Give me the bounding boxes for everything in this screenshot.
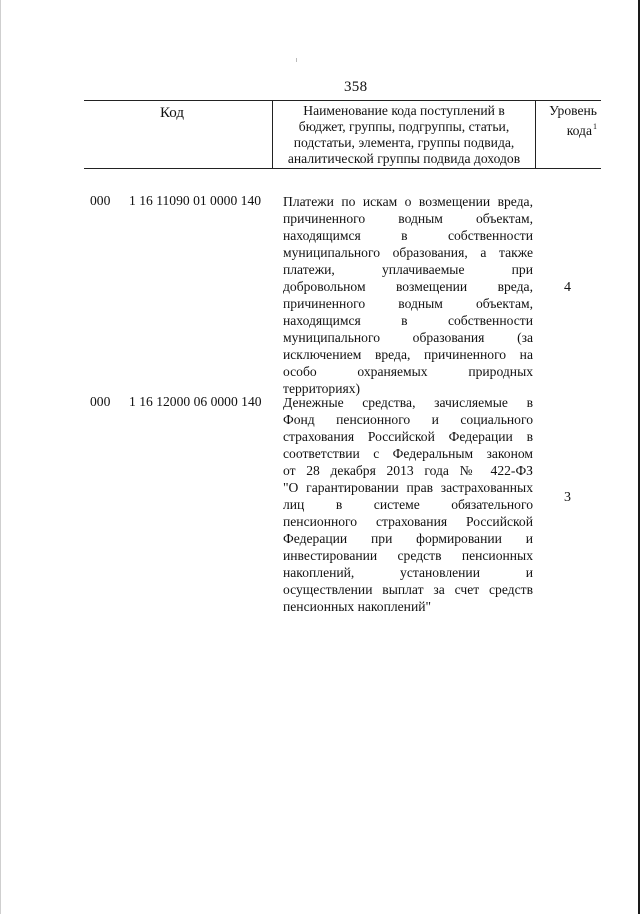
description-line: причиненного водным объектам,: [283, 296, 533, 311]
description-line: находящимся в собственности: [283, 228, 533, 243]
footnote-marker: 1: [593, 122, 597, 131]
revenue-code: 1 16 12000 06 0000 140: [129, 394, 262, 409]
description-line: инвестировании средств пенсионных: [283, 548, 533, 563]
description-line: Фонд пенсионного и социального: [283, 412, 533, 427]
column-divider: [535, 101, 536, 168]
description-line: муниципального образования, а также: [283, 245, 533, 260]
description-line: пенсионных накоплений": [283, 599, 432, 614]
page-number: 358: [344, 79, 368, 95]
description-line: находящимся в собственности: [283, 313, 533, 328]
header-name: [278, 103, 530, 167]
description-line: добровольном возмещении вреда,: [283, 279, 533, 294]
header-level-line: [539, 119, 597, 139]
revenue-description: [283, 193, 533, 397]
description-line: "О гарантировании прав застрахованных: [283, 480, 533, 495]
header-level-text: кода: [566, 123, 592, 138]
header-level: [539, 103, 597, 139]
description-line: от 28 декабря 2013 года № 422-ФЗ: [283, 463, 533, 478]
description-line: пенсионного страхования Российской: [283, 514, 533, 529]
description-line: территориях): [283, 381, 361, 396]
header-name-line: бюджет, группы, подгруппы, статьи,: [298, 119, 510, 134]
admin-code: 000: [90, 193, 111, 208]
description-line: страхования Российской Федерации в: [283, 429, 533, 444]
header-code: Код: [160, 105, 184, 121]
description-line: платежи, уплачиваемые при: [283, 262, 533, 277]
description-line: соответствии с Федеральным законом: [283, 446, 533, 461]
column-divider: [272, 101, 273, 168]
header-name-line: Наименование кода поступлений в: [303, 103, 505, 118]
description-line: осуществлении выплат за счет средств: [283, 582, 533, 597]
description-line: Платежи по искам о возмещении вреда,: [283, 194, 533, 209]
scan-speck: [296, 58, 297, 62]
description-line: накоплений, установлении и: [283, 565, 533, 580]
description-line: причиненного водным объектам,: [283, 211, 533, 226]
revenue-code: 1 16 11090 01 0000 140: [129, 193, 262, 208]
revenue-description: [283, 394, 533, 615]
header-level-line: Уровень: [549, 103, 597, 118]
description-line: исключением вреда, причиненного на: [283, 347, 533, 362]
header-name-line: подстатьи, элемента, группы подвида,: [293, 135, 515, 150]
code-level: 3: [564, 490, 571, 505]
description-line: лиц в системе обязательного: [283, 497, 533, 512]
code-level: 4: [564, 280, 571, 295]
description-line: Федерации при формировании и: [283, 531, 533, 546]
description-line: особо охраняемых природных: [283, 364, 533, 379]
description-line: муниципального образования (за: [283, 330, 533, 345]
header-name-line: аналитической группы подвида доходов: [287, 151, 521, 166]
table-header: [84, 100, 601, 169]
admin-code: 000: [90, 394, 111, 409]
description-line: Денежные средства, зачисляемые в: [283, 395, 533, 410]
